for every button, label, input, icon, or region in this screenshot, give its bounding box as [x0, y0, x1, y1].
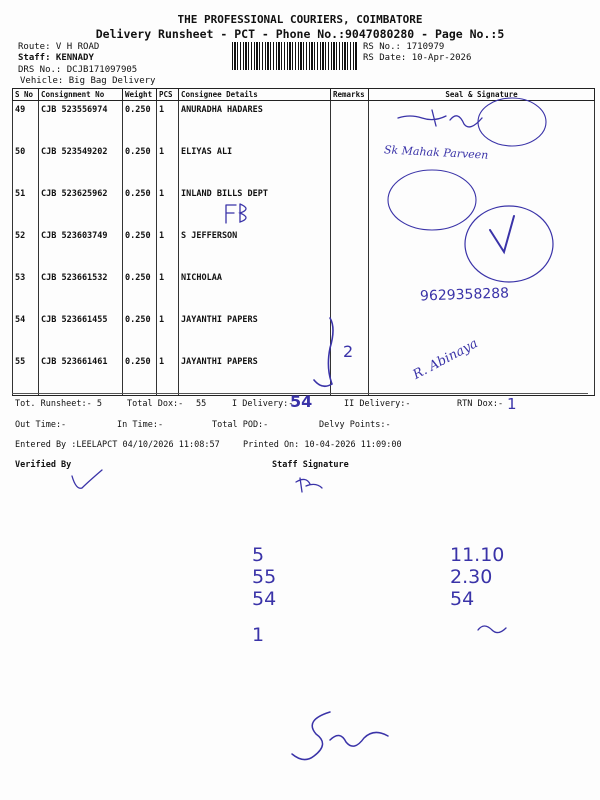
back_col1-1: 55: [252, 566, 277, 588]
staff-signature-mark: [296, 478, 322, 492]
ii-delivery-label: II Delivery:-: [344, 399, 411, 409]
handwritten-rtn: 1: [507, 395, 517, 413]
cell-remarks: [331, 185, 369, 227]
cell-consignee: ANURADHA HADARES: [179, 101, 331, 144]
cell-remarks: [331, 101, 369, 144]
route-label: Route: V H ROAD: [18, 42, 100, 52]
runsheet-table: [12, 88, 595, 396]
cell-consignment: CJB 523661461: [39, 353, 123, 396]
handwritten-sig-55: R. Abinaya: [410, 336, 481, 383]
table-header-row: [13, 89, 595, 101]
cell-consignment: CJB 523549202: [39, 143, 123, 185]
rs-number: RS No.: 1710979: [363, 42, 445, 52]
cell-sno: 54: [13, 311, 39, 353]
cell-weight: 0.250: [123, 311, 157, 353]
table-row: [13, 143, 595, 185]
cell-weight: 0.250: [123, 269, 157, 311]
in-time-label: In Time:-: [117, 420, 164, 430]
total-dox-label: Total Dox:-: [127, 399, 184, 409]
cell-weight: 0.250: [123, 143, 157, 185]
handwritten-i-delivery: 54: [290, 392, 313, 411]
col-consignee: Consignee Details: [179, 89, 331, 101]
cell-sno: 51: [13, 185, 39, 227]
table-row: [13, 311, 595, 353]
back_col2-1: 2.30: [450, 566, 493, 588]
total-pod-label: Total POD:-: [212, 420, 269, 430]
handwritten-sig-50: Sk Mahak Parveen: [383, 143, 489, 162]
cell-weight: 0.250: [123, 227, 157, 269]
cell-seal: [369, 311, 595, 353]
table-row: [13, 101, 595, 144]
handwritten-bracket-note: 2: [343, 342, 354, 361]
cell-weight: 0.250: [123, 353, 157, 396]
cell-consignment: CJB 523661532: [39, 269, 123, 311]
cell-consignee: INLAND BILLS DEPT: [179, 185, 331, 227]
drs-number: DRS No.: DCJB171097905: [18, 65, 138, 75]
cell-pcs: 1: [157, 143, 179, 185]
col-weight: Weight: [123, 89, 157, 101]
back_col2-0: 11.10: [450, 544, 505, 566]
cell-sno: 50: [13, 143, 39, 185]
tot-runsheet: Tot. Runsheet:- 5: [15, 399, 102, 409]
cell-remarks: [331, 269, 369, 311]
cell-pcs: 1: [157, 353, 179, 396]
cell-consignee: JAYANTHI PAPERS: [179, 353, 331, 396]
cell-consignment: CJB 523556974: [39, 101, 123, 144]
cell-pcs: 1: [157, 101, 179, 144]
company-title: THE PROFESSIONAL COURIERS, COIMBATORE: [177, 13, 423, 26]
cell-pcs: 1: [157, 311, 179, 353]
cell-seal: [369, 185, 595, 227]
cell-pcs: 1: [157, 185, 179, 227]
cell-consignee: S JEFFERSON: [179, 227, 331, 269]
entered-by: Entered By :LEELAPCT 04/10/2026 11:08:57: [15, 440, 220, 450]
col-seal-signature: Seal & Signature: [369, 89, 595, 101]
total-dox-value: 55: [196, 399, 207, 409]
delvy-points-label: Delvy Points:-: [319, 420, 391, 430]
printed-on: Printed On: 10-04-2026 11:09:00: [243, 440, 402, 450]
table-row: [13, 227, 595, 269]
back_col2-2: 54: [450, 588, 475, 610]
staff-label: Staff: KENNADY: [18, 53, 94, 63]
back-numbers-right: [450, 544, 504, 610]
cell-consignment: CJB 523625962: [39, 185, 123, 227]
bottom-signature: [292, 712, 388, 760]
cell-sno: 52: [13, 227, 39, 269]
cell-consignment: CJB 523661455: [39, 311, 123, 353]
back-numbers-left: [252, 544, 276, 646]
cell-weight: 0.250: [123, 185, 157, 227]
back-scribble: [478, 626, 506, 633]
cell-consignee: NICHOLAA: [179, 269, 331, 311]
col-remarks: Remarks: [331, 89, 369, 101]
cell-consignment: CJB 523603749: [39, 227, 123, 269]
handwritten-phone-53: 9629358288: [419, 285, 510, 305]
cell-sno: 49: [13, 101, 39, 144]
out-time-label: Out Time:-: [15, 420, 67, 430]
cell-sno: 55: [13, 353, 39, 396]
cell-seal: [369, 101, 595, 144]
cell-remarks: [331, 227, 369, 269]
cell-seal: [369, 353, 595, 396]
back_col1-0: 5: [252, 544, 265, 566]
table-row: [13, 353, 595, 396]
cell-seal: [369, 227, 595, 269]
cell-consignee: JAYANTHI PAPERS: [179, 311, 331, 353]
vehicle-label: Vehicle: Big Bag Delivery: [20, 76, 156, 86]
back_col1-2: 54: [252, 588, 277, 610]
runsheet-subtitle: Delivery Runsheet - PCT - Phone No.:9047080280 - Page No.:5: [95, 27, 505, 41]
cell-weight: 0.250: [123, 101, 157, 144]
verified-mark: [72, 470, 102, 488]
col-consignment: Consignment No: [39, 89, 123, 101]
col-pcs: PCS: [157, 89, 179, 101]
back_col1-3: 1: [252, 624, 265, 646]
cell-consignee: ELIYAS ALI: [179, 143, 331, 185]
staff-signature-label: Staff Signature: [272, 460, 349, 470]
rtn-dox-label: RTN Dox:-: [457, 399, 504, 409]
rs-date: RS Date: 10-Apr-2026: [363, 53, 472, 63]
cell-remarks: [331, 143, 369, 185]
i-delivery-label: I Delivery:-: [232, 399, 294, 409]
col-sno: S No: [13, 89, 39, 101]
verified-by-label: Verified By: [15, 460, 72, 470]
barcode: [232, 42, 358, 70]
cell-pcs: 1: [157, 269, 179, 311]
cell-pcs: 1: [157, 227, 179, 269]
table-row: [13, 185, 595, 227]
cell-sno: 53: [13, 269, 39, 311]
